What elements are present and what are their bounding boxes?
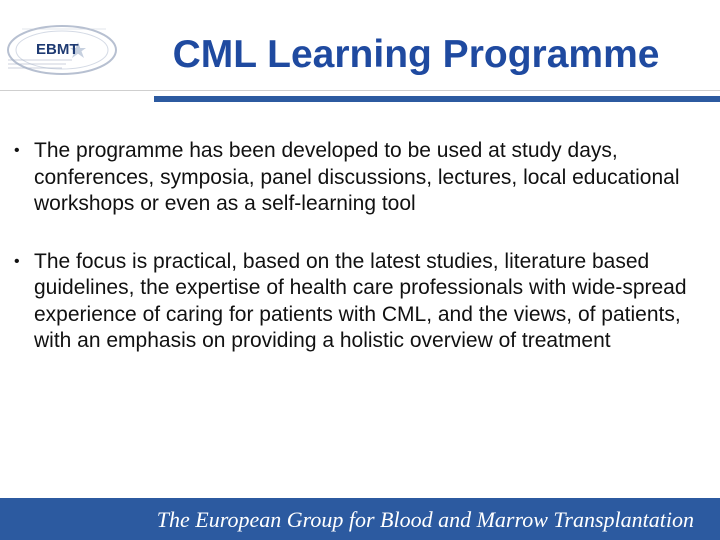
ebmt-logo — [2, 20, 120, 82]
bullet-icon: • — [14, 142, 20, 159]
footer-bar — [0, 498, 720, 540]
bullet-item — [14, 138, 720, 218]
bullet-item — [14, 249, 720, 355]
bullet-text: The focus is practical, based on the latest studies, literature based guidelines, the expertise of health care professionals with wide-spread experience of caring for patients with CML, and the views, of patients, with an emphasis on providing a holistic overview of treatment — [34, 249, 687, 352]
header-divider — [0, 90, 720, 91]
bullet-list — [14, 138, 720, 386]
logo-wordmark: EBMT — [36, 41, 79, 58]
bullet-icon: • — [14, 252, 20, 270]
page-title: CML Learning Programme — [172, 33, 660, 76]
bullet-text: The programme has been developed to be used at study days, conferences, symposia, panel discussions, lectures, local educational workshops or even as a self-learning tool — [34, 139, 680, 215]
footer-text: The European Group for Blood and Marrow Transplantation — [156, 507, 694, 532]
header-accent-bar — [154, 96, 720, 102]
